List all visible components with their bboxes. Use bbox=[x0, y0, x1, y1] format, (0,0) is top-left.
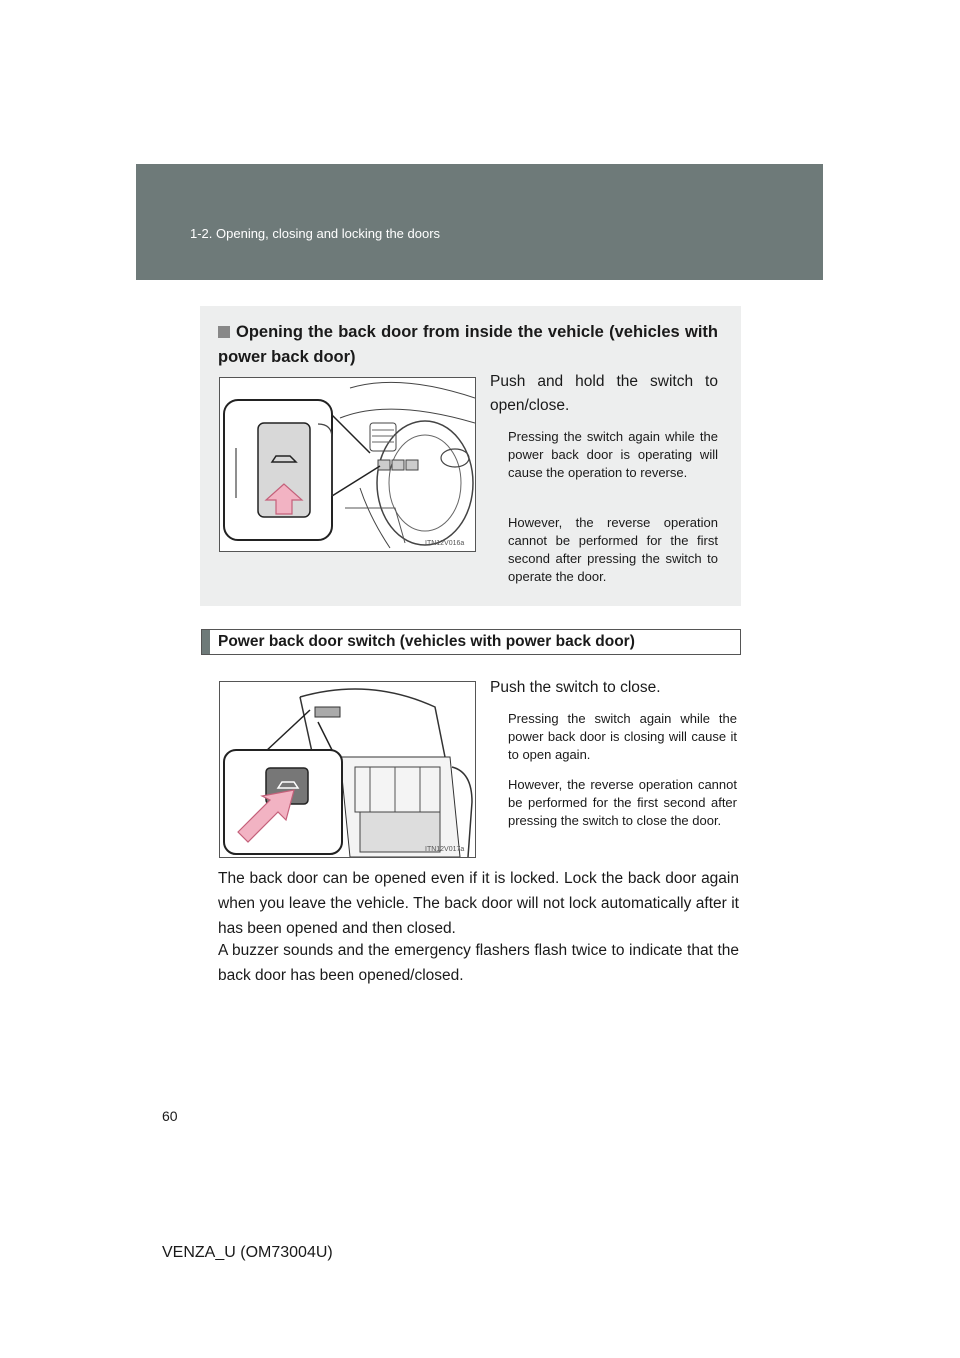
section-instruction: Push the switch to close. bbox=[490, 679, 661, 696]
panel-instruction: Push and hold the switch to open/close. bbox=[490, 373, 718, 414]
panel-heading-text: Opening the back door from inside the vehicle (vehicles with power back door) bbox=[218, 323, 718, 366]
manual-code: VENZA_U (OM73004U) bbox=[162, 1244, 333, 1261]
panel-note: However, the reverse operation cannot be performed for the first second after pressing the switch to operate the door. bbox=[508, 515, 718, 584]
section-header: 1-2. Opening, closing and locking the doors bbox=[190, 226, 441, 241]
back-door-illustration bbox=[220, 682, 475, 857]
header-band bbox=[136, 164, 823, 280]
section-note: Pressing the switch again while the power back door is closing will cause it to open again. bbox=[508, 711, 737, 762]
section-title: Power back door switch (vehicles with power back door) bbox=[218, 633, 635, 650]
body-paragraph: The back door can be opened even if it is locked. Lock the back door again when you leave the vehicle. The back door will not lock automatically after it has been opened and then closed. bbox=[218, 870, 739, 937]
dashboard-illustration bbox=[220, 378, 475, 551]
figure-code: ITN12V016a bbox=[425, 540, 465, 547]
section-note: However, the reverse operation cannot be performed for the first second after pressing the switch to close the door. bbox=[508, 777, 737, 828]
page-number: 60 bbox=[162, 1108, 178, 1124]
figure-interior-switch bbox=[219, 377, 476, 552]
section-accent bbox=[202, 630, 210, 654]
section-title-bar bbox=[201, 629, 741, 655]
figure-back-door-switch bbox=[219, 681, 476, 858]
panel-heading bbox=[218, 320, 718, 370]
panel-note: Pressing the switch again while the power back door is operating will cause the operation to reverse. bbox=[508, 429, 718, 480]
square-bullet-icon bbox=[218, 326, 230, 338]
body-paragraph: A buzzer sounds and the emergency flashers flash twice to indicate that the back door has been opened/closed. bbox=[218, 942, 739, 984]
figure-code: ITN12V017a bbox=[425, 846, 465, 853]
